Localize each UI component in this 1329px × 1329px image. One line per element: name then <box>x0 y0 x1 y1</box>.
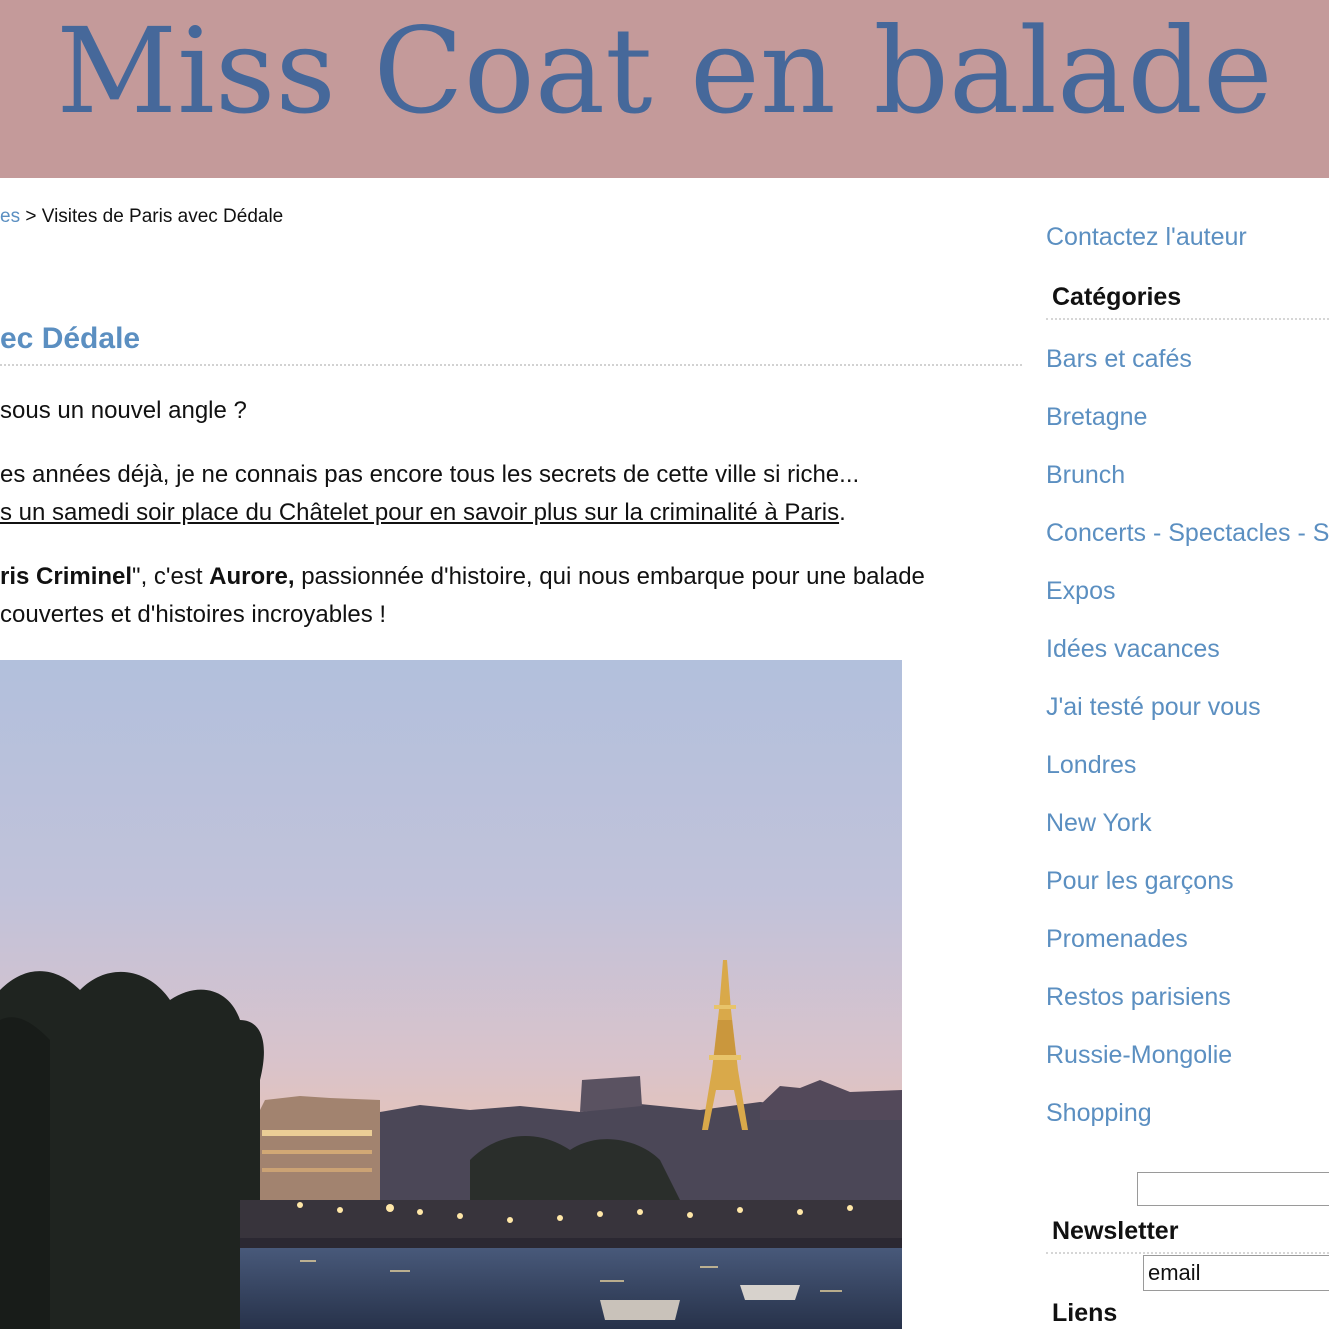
category-link[interactable]: Shopping <box>1046 1099 1152 1127</box>
paris-seine-sunset-photo[interactable] <box>0 660 902 1329</box>
category-link[interactable]: J'ai testé pour vous <box>1046 693 1261 721</box>
site-title[interactable]: Miss Coat en balade <box>56 2 1273 140</box>
links-heading: Liens <box>1052 1299 1118 1327</box>
category-link[interactable]: Idées vacances <box>1046 635 1220 663</box>
post-title[interactable]: ec Dédale <box>0 322 141 355</box>
post-paragraph-2-line-1: es années déjà, je ne connais pas encore tous les secrets de cette ville si riche... <box>0 461 860 488</box>
post-paragraph-2-line-2 <box>0 494 846 532</box>
sidebar <box>1046 0 1329 1329</box>
search-input[interactable] <box>1137 1172 1329 1206</box>
category-link[interactable]: Concerts - Spectacles - S <box>1046 519 1329 547</box>
post-paragraph-3-line-1 <box>0 558 925 596</box>
contact-author-link[interactable]: Contactez l'auteur <box>1046 223 1247 251</box>
criminal-paris-link[interactable]: s un samedi soir place du Châtelet pour en savoir plus sur la criminalité à Paris <box>0 499 840 526</box>
category-link[interactable]: Londres <box>1046 751 1137 779</box>
category-link[interactable]: Restos parisiens <box>1046 983 1231 1011</box>
category-link[interactable]: New York <box>1046 809 1152 837</box>
category-link[interactable]: Brunch <box>1046 461 1126 489</box>
sentence-end: . <box>839 499 846 526</box>
categories-heading: Catégories <box>1052 283 1182 311</box>
email-field[interactable] <box>1143 1255 1329 1291</box>
category-link[interactable]: Bretagne <box>1046 403 1148 431</box>
newsletter-heading: Newsletter <box>1052 1217 1179 1245</box>
newsletter-divider <box>1046 1252 1329 1254</box>
breadcrumb <box>0 204 283 230</box>
post-paragraph-1: sous un nouvel angle ? <box>0 397 247 424</box>
title-divider <box>0 364 1022 366</box>
para3-text-2: passionnée d'histoire, qui nous embarque pour une balade <box>294 563 925 590</box>
tour-name: ris Criminel <box>0 563 133 590</box>
breadcrumb-current: Visites de Paris avec Dédale <box>41 206 284 227</box>
category-link[interactable]: Promenades <box>1046 925 1188 953</box>
category-link[interactable]: Expos <box>1046 577 1116 605</box>
breadcrumb-separator: > <box>25 206 37 227</box>
category-link[interactable]: Pour les garçons <box>1046 867 1234 895</box>
post-paragraph-3-line-2: couvertes et d'histoires incroyables ! <box>0 601 387 628</box>
breadcrumb-link[interactable]: es <box>0 206 21 227</box>
guide-name: Aurore, <box>209 563 295 590</box>
category-link[interactable]: Russie-Mongolie <box>1046 1041 1233 1069</box>
categories-divider <box>1046 318 1329 320</box>
para3-text-1: ", c'est <box>132 563 210 590</box>
category-link[interactable]: Bars et cafés <box>1046 345 1192 373</box>
